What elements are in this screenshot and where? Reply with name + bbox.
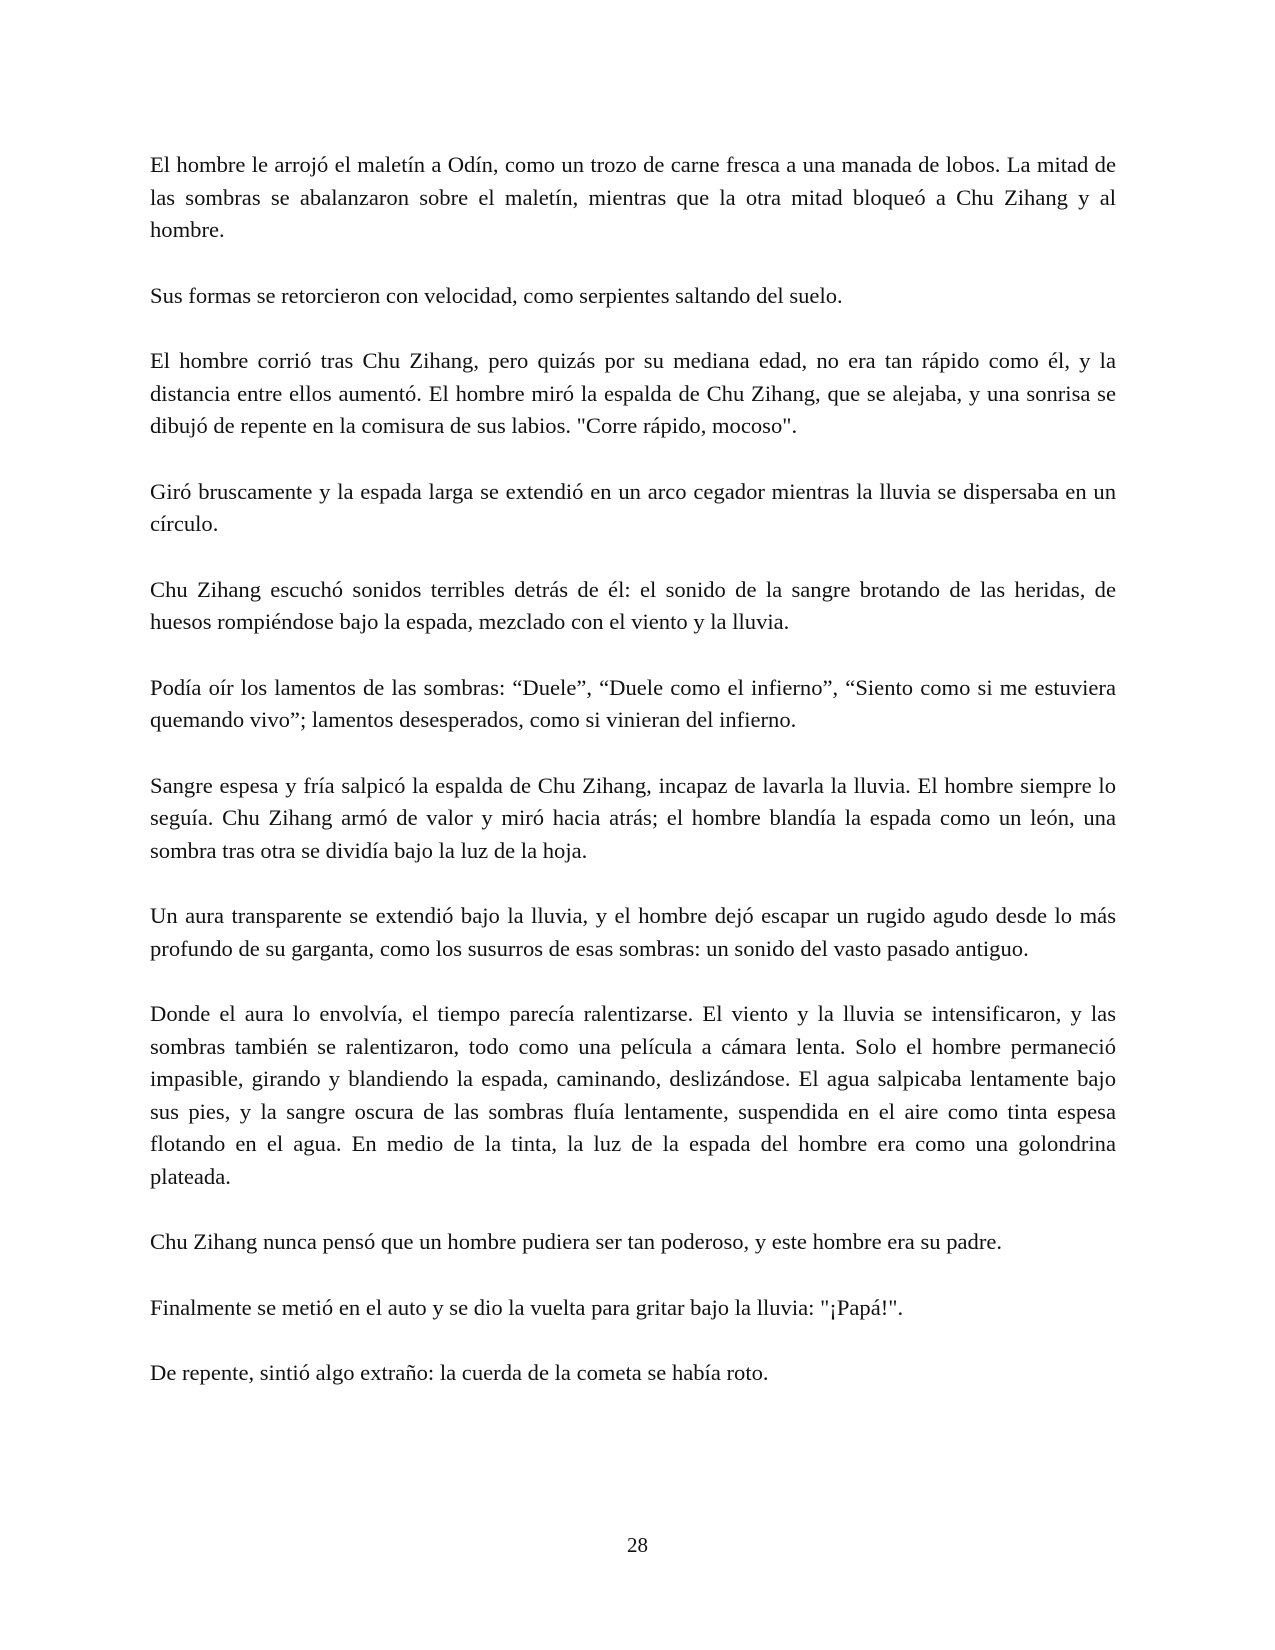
- paragraph: Sus formas se retorcieron con velocidad, como serpientes saltando del suelo.: [150, 282, 843, 308]
- paragraph: El hombre le arrojó el maletín a Odín, como un trozo de carne fresca a una manada de lobos. La mitad de las sombras se abalanzaron sobre el maletín, mientras que la otra mitad bloqueó a Chu Zihang y al hombre.: [150, 152, 1116, 242]
- paragraph: Chu Zihang escuchó sonidos terribles detrás de él: el sonido de la sangre brotando de las heridas, de huesos rompiéndose bajo la espada, mezclado con el viento y la lluvia.: [150, 576, 1116, 634]
- page-number: 28: [627, 1533, 648, 1557]
- document-body: [150, 149, 1116, 1423]
- paragraph: Finalmente se metió en el auto y se dio la vuelta para gritar bajo la lluvia: "¡Papá!".: [150, 1294, 904, 1320]
- paragraph: Sangre espesa y fría salpicó la espalda de Chu Zihang, incapaz de lavarla la lluvia. El hombre siempre lo seguía. Chu Zihang armó de valor y miró hacia atrás; el hombre blandía la espada como un león, una sombra tras otra se dividía bajo la luz de la hoja.: [150, 772, 1116, 863]
- paragraph: De repente, sintió algo extraño: la cuerda de la cometa se había roto.: [150, 1360, 769, 1385]
- paragraph: Donde el aura lo envolvía, el tiempo parecía ralentizarse. El viento y la lluvia se intensificaron, y las sombras también se ralentizaron, todo como una película a cámara lenta. Solo el hombre permaneció impasible, girando y blandiendo la espada, caminando, deslizándose. El agua salpicaba lentamente bajo sus pies, y la sangre oscura de las sombras fluía lentamente, suspendida en el aire como tinta espesa flotando en el agua. En medio de la tinta, la luz de la espada del hombre era como una golondrina plateada.: [150, 1001, 1116, 1189]
- paragraph: Un aura transparente se extendió bajo la lluvia, y el hombre dejó escapar un rugido agudo desde lo más profundo de su garganta, como los susurros de esas sombras: un sonido del vasto pasado antiguo.: [150, 903, 1116, 961]
- paragraph: Podía oír los lamentos de las sombras: “Duele”, “Duele como el infierno”, “Siento como si me estuviera quemando vivo”; lamentos desesperados, como si vinieran del infierno.: [150, 674, 1116, 732]
- paragraph: Giró bruscamente y la espada larga se extendió en un arco cegador mientras la lluvia se dispersaba en un círculo.: [150, 478, 1116, 536]
- paragraph: Chu Zihang nunca pensó que un hombre pudiera ser tan poderoso, y este hombre era su padre.: [150, 1229, 1003, 1254]
- paragraph: El hombre corrió tras Chu Zihang, pero quizás por su mediana edad, no era tan rápido como él, y la distancia entre ellos aumentó. El hombre miró la espalda de Chu Zihang, que se alejaba, y una sonrisa se dibujó de repente en la comisura de sus labios. "Corre rápido, mocoso".: [150, 348, 1116, 438]
